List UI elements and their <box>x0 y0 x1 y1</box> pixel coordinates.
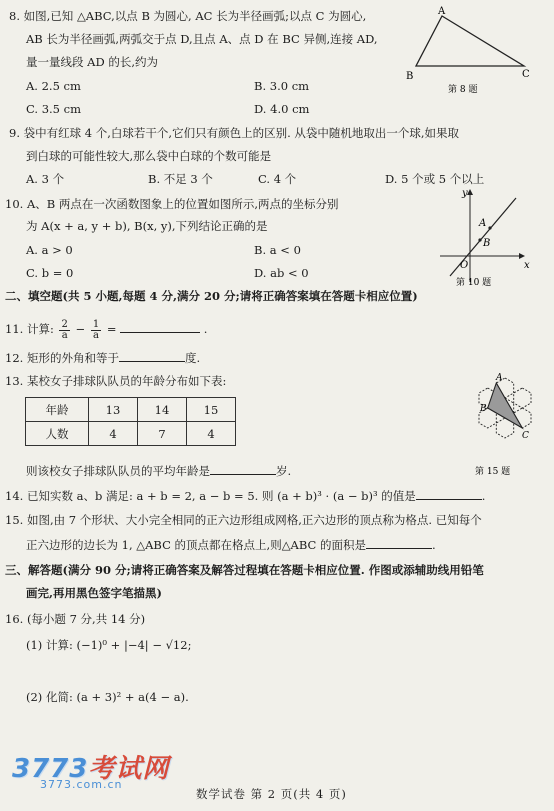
q12-suffix: 度. <box>184 351 201 365</box>
q10-option-b: B. a < 0 <box>254 243 301 257</box>
watermark-url: 3773.com.cn <box>40 778 123 791</box>
q15-caption: 第 15 题 <box>475 467 511 477</box>
q16-part2: (2) 化简: (a + 3)² + a(4 − a). <box>26 690 189 704</box>
q15-prefix: 正六边形的边长为 1, △ABC 的顶点都在格点上,则△ABC 的面积是 <box>26 538 366 552</box>
q14-suffix: . <box>481 489 486 503</box>
table-cell: 7 <box>138 422 187 446</box>
table-cell: 13 <box>89 398 138 422</box>
q10-label-o: O <box>460 260 469 271</box>
section3-title-line2: 画完,再用黑色签字笔描黑) <box>26 586 162 600</box>
q8-line3: 量一量线段 AD 的长,约为 <box>26 55 158 69</box>
q9-line2: 到白球的可能性较大,那么袋中白球的个数可能是 <box>26 149 272 163</box>
table-cell: 人数 <box>26 422 89 446</box>
q16-heading: 16. (每小题 7 分,共 14 分) <box>5 612 146 626</box>
table-row <box>26 398 236 422</box>
q14-line <box>5 488 485 504</box>
q8-line2: AB 长为半径画弧,两弧交于点 D,且点 A、点 D 在 BC 异侧,连接 AD, <box>26 32 378 46</box>
q10-option-c: C. b = 0 <box>26 266 74 280</box>
q8-option-b: B. 3.0 cm <box>254 79 310 93</box>
q10-label-y: y <box>462 188 468 199</box>
q9-option-c: C. 4 个 <box>258 172 297 186</box>
q8-caption: 第 8 题 <box>448 85 478 94</box>
q11-prefix: 11. 计算: <box>5 322 54 336</box>
q9-line1: 9. 袋中有红球 4 个,白球若干个,它们只有颜色上的区别. 从袋中随机地取出一个球,如果取 <box>9 126 460 140</box>
q10-line2: 为 A(x + a, y + b), B(x, y),下列结论正确的是 <box>26 219 268 233</box>
q8-label-c: C <box>522 69 530 80</box>
q11-fraction-2: $\frac{1}{a}$ <box>92 318 100 341</box>
q10-caption: 第 10 题 <box>456 278 492 288</box>
q11-answer-blank <box>120 321 200 333</box>
q15-suffix: . <box>431 538 436 552</box>
q15-answer-blank <box>366 537 432 549</box>
q12-prefix: 12. 矩形的外角和等于 <box>5 351 119 365</box>
q10-option-a: A. a > 0 <box>26 243 73 257</box>
table-cell: 15 <box>187 398 236 422</box>
q8-option-d: D. 4.0 cm <box>254 102 310 116</box>
q12-answer-blank <box>119 350 185 362</box>
q15-label-b: B <box>480 404 487 414</box>
q9-option-a: A. 3 个 <box>26 172 65 186</box>
q10-label-a: A <box>479 218 487 229</box>
q8-triangle-figure <box>398 2 548 94</box>
page-footer: 数学试卷 第 2 页(共 4 页) <box>196 787 347 801</box>
section2-title: 二、填空题(共 5 小题,每题 4 分,满分 20 分;请将正确答案填在答题卡相应位置) <box>5 289 418 303</box>
q9-option-b: B. 不足 3 个 <box>148 172 213 186</box>
q14-prefix: 14. 已知实数 a、b 满足: a + b = 2, a − b = 5. 则 (a + b)³ · (a − b)³ 的值是 <box>5 489 416 503</box>
q13-suffix: 岁. <box>276 464 292 478</box>
q8-option-a: A. 2.5 cm <box>26 79 81 93</box>
q10-option-d: D. ab < 0 <box>254 266 309 280</box>
age-distribution-table <box>25 397 236 446</box>
table-cell: 4 <box>187 422 236 446</box>
q9-option-d: D. 5 个或 5 个以上 <box>385 172 485 186</box>
table-cell: 14 <box>138 398 187 422</box>
q11-line <box>5 317 207 341</box>
q15-label-a: A <box>496 373 503 383</box>
q13-prefix: 则该校女子排球队队员的平均年龄是 <box>26 464 210 478</box>
watermark-logo-text: 考试网 <box>88 754 170 784</box>
q14-answer-blank <box>416 488 482 500</box>
q8-option-c: C. 3.5 cm <box>26 102 81 116</box>
q11-minus: − <box>75 322 86 336</box>
q10-line1: 10. A、B 两点在一次函数图象上的位置如图所示,两点的坐标分别 <box>5 197 339 211</box>
section3-title-line1: 三、解答题(满分 90 分;请将正确答案及解答过程填在答题卡相应位置. 作图或添辅助线用铅笔 <box>5 563 484 577</box>
q12-line <box>5 350 200 366</box>
q11-fraction-1: $\frac{2}{a}$ <box>61 318 68 341</box>
table-cell: 年龄 <box>26 398 89 422</box>
q13-line2 <box>26 463 291 479</box>
q15-hexagon-figure <box>447 368 547 480</box>
q15-label-c: C <box>522 431 529 441</box>
q10-label-x: x <box>524 260 530 271</box>
q8-line1: 8. 如图,已知 △ABC,以点 B 为圆心, AC 长为半径画弧;以点 C 为圆心, <box>9 9 367 23</box>
q11-suffix: . <box>203 322 208 336</box>
q10-graph-figure <box>438 186 538 288</box>
q11-equals: = <box>106 322 117 336</box>
table-row <box>26 422 236 446</box>
table-cell: 4 <box>89 422 138 446</box>
q13-answer-blank <box>210 463 276 475</box>
q16-part1: (1) 计算: (−1)⁰ + |−4| − √12; <box>26 638 192 652</box>
q13-line1: 13. 某校女子排球队队员的年龄分布如下表: <box>5 374 227 388</box>
q8-label-b: B <box>406 71 414 82</box>
q8-label-a: A <box>438 6 446 17</box>
q10-label-b: B <box>483 238 491 249</box>
q15-line1: 15. 如图,由 7 个形状、大小完全相同的正六边形组成网格,正六边形的顶点称为格点. 已知每个 <box>5 513 482 527</box>
watermark-logo-number: 3773 <box>12 754 89 784</box>
q15-line2 <box>26 537 436 553</box>
